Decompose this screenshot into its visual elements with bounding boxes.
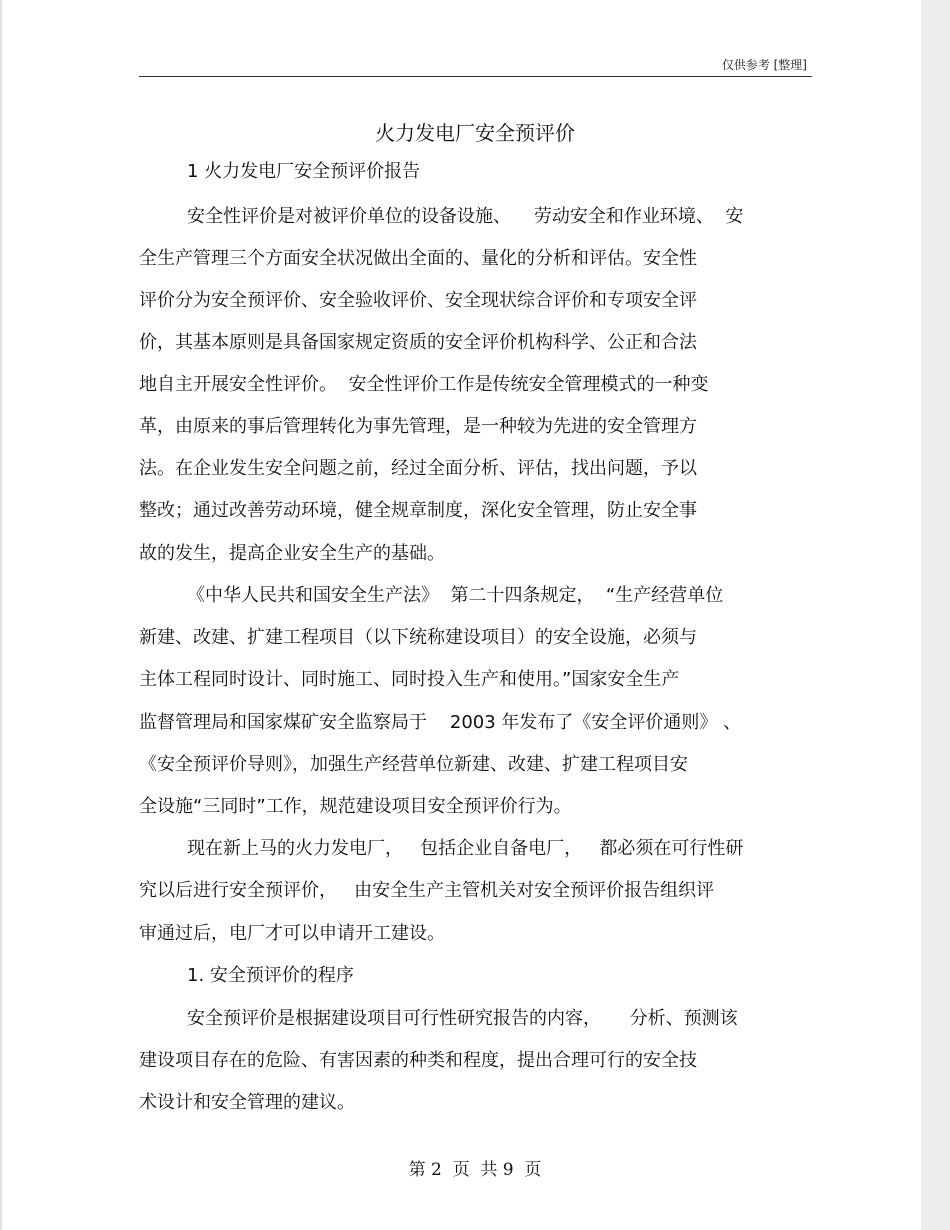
header-rule — [139, 76, 812, 77]
paragraph-2-line: 《安全预评价导则》，加强生产经营单位新建、改建、扩建工程项目安 — [139, 754, 688, 775]
document-title: 火力发电厂安全预评价 — [375, 121, 575, 145]
paragraph-3-line: 现在新上马的火力发电厂， 包括企业自备电厂， 都必须在可行性研 — [187, 838, 744, 859]
paragraph-1-line: 故的发生，提高企业安全生产的基础。 — [139, 543, 445, 564]
paragraph-3-line: 审通过后，电厂才可以申请开工建设。 — [139, 923, 445, 944]
paragraph-1-line: 安全性评价是对被评价单位的设备设施、 劳动安全和作业环境、 安 — [187, 206, 744, 227]
paragraph-1-line: 整改；通过改善劳动环境，健全规章制度，深化安全管理，防止安全事 — [139, 500, 697, 521]
paragraph-3-line: 究以后进行安全预评价， 由安全生产主管机关对安全预评价报告组织评 — [139, 880, 715, 901]
paragraph-4-line: 术设计和安全管理的建议。 — [139, 1092, 355, 1113]
paragraph-4-line: 建设项目存在的危险、有害因素的种类和程度，提出合理可行的安全技 — [139, 1050, 697, 1071]
paragraph-2-line: 主体工程同时设计、同时施工、同时投入生产和使用。”国家安全生产 — [139, 669, 680, 690]
section-heading: 1 火力发电厂安全预评价报告 — [187, 161, 421, 182]
paragraph-2-line: 全设施“三同时”工作，规范建设项目安全预评价行为。 — [139, 796, 572, 817]
subsection-heading: 1. 安全预评价的程序 — [187, 965, 354, 986]
paragraph-4-line: 安全预评价是根据建设项目可行性研究报告的内容， 分析、预测该 — [187, 1008, 738, 1029]
paragraph-1-line: 评价分为安全预评价、安全验收评价、安全现状综合评价和专项安全评 — [139, 290, 697, 311]
paragraph-2-line: 《中华人民共和国安全生产法》 第二十四条规定， “生产经营单位 — [187, 585, 724, 606]
paragraph-1-line: 地自主开展安全性评价。 安全性评价工作是传统安全管理模式的一种变 — [139, 374, 709, 395]
paragraph-2-line: 新建、改建、扩建工程项目（以下统称建设项目）的安全设施，必须与 — [139, 627, 697, 648]
paragraph-1-line: 法。在企业发生安全问题之前，经过全面分析、评估，找出问题，予以 — [139, 458, 697, 479]
paragraph-2-line: 监督管理局和国家煤矿安全监察局于 2003 年发布了《安全评价通则》 、 — [139, 712, 742, 733]
page-number-footer: 第 2 页 共 9 页 — [408, 1160, 542, 1180]
header-note: 仅供参考 [整理] — [721, 58, 807, 72]
paragraph-1-line: 价，其基本原则是具备国家规定资质的安全评价机构科学、公正和合法 — [139, 332, 697, 353]
paragraph-1-line: 全生产管理三个方面安全状况做出全面的、量化的分析和评估。安全性 — [139, 248, 697, 269]
paragraph-1-line: 革，由原来的事后管理转化为事先管理，是一种较为先进的安全管理方 — [139, 416, 697, 437]
page-right-margin — [921, 0, 950, 1230]
page-left-edge — [0, 0, 2, 1230]
